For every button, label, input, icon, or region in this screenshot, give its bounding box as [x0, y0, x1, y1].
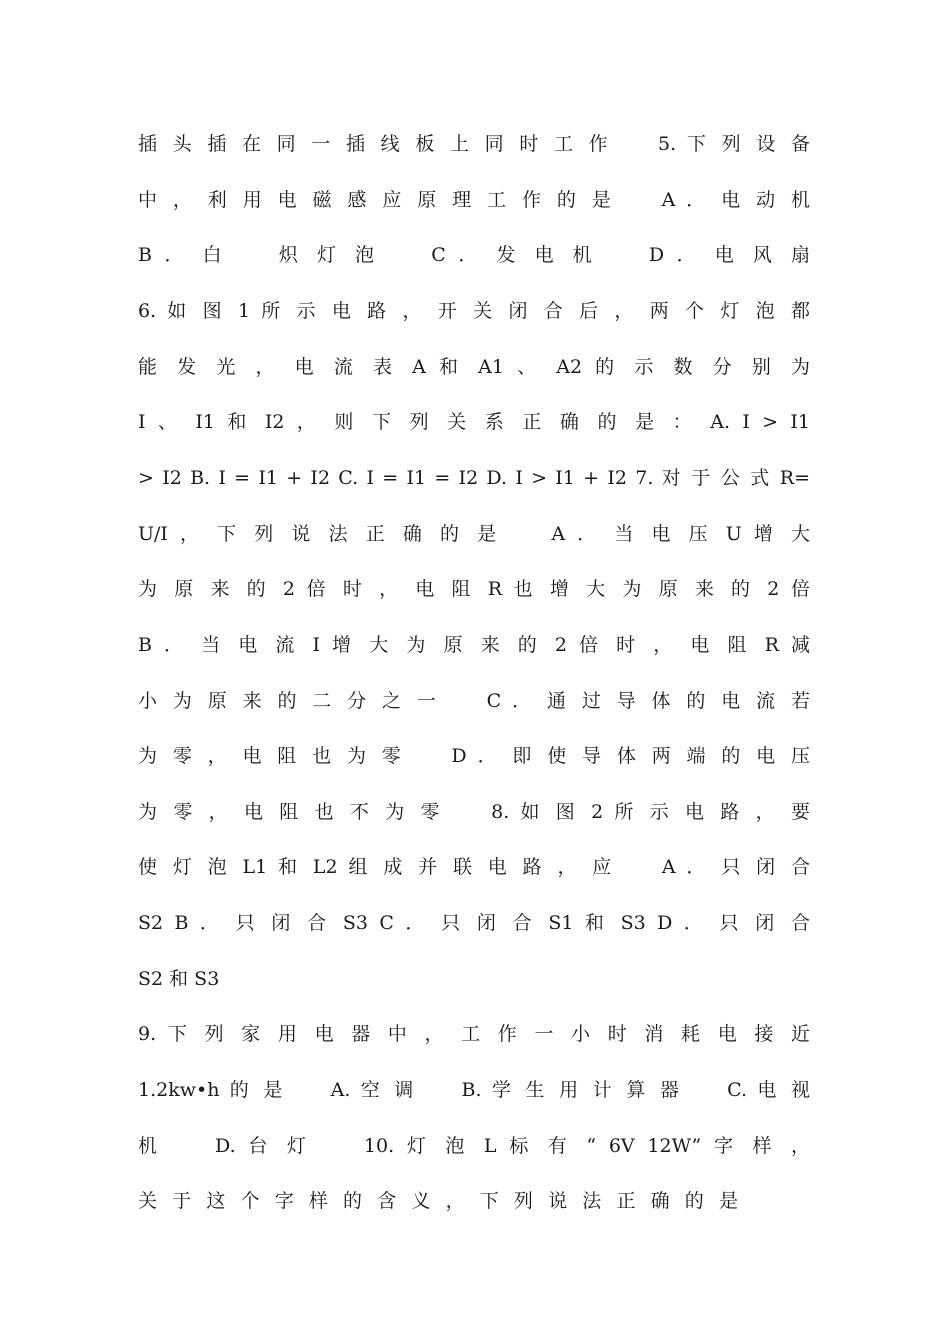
- text-line: 能 发 光 ， 电 流 表 A 和 A1 、 A2 的 示 数 分 别 为: [138, 356, 810, 378]
- text-line: B ． 当 电 流 I 增 大 为 原 来 的 2 倍 时 ， 电 阻 R 减: [138, 634, 810, 656]
- text-line: 为 零 ， 电 阻 也 为 零 D ． 即 使 导 体 两 端 的 电 压: [138, 745, 810, 767]
- text-line: 为 零 ， 电 阻 也 不 为 零 8. 如 图 2 所 示 电 路 ， 要: [138, 801, 810, 823]
- text-line: S2 和 S3: [138, 968, 220, 990]
- text-line: 9. 下 列 家 用 电 器 中 ， 工 作 一 小 时 消 耗 电 接 近: [138, 1023, 810, 1045]
- text-line: 小 为 原 来 的 二 分 之 一 C ． 通 过 导 体 的 电 流 若: [138, 690, 810, 712]
- text-line: 关 于 这 个 字 样 的 含 义 ， 下 列 说 法 正 确 的 是: [138, 1190, 738, 1212]
- text-line: 6. 如 图 1 所 示 电 路 ， 开 关 闭 合 后 ， 两 个 灯 泡 都: [138, 300, 810, 322]
- text-line: > I2 B. I = I1 + I2 C. I = I1 = I2 D. I > I1 + I2 7. 对 于 公 式 R=: [138, 467, 810, 489]
- text-line: 机 D. 台 灯 10. 灯 泡 L 标 有 “ 6V 12W” 字 样 ，: [138, 1135, 810, 1157]
- text-line: 中 ， 利 用 电 磁 感 应 原 理 工 作 的 是 A ． 电 动 机: [138, 189, 810, 211]
- text-line: B ． 白 炽 灯 泡 C ． 发 电 机 D ． 电 风 扇: [138, 244, 810, 266]
- text-line: U/I ， 下 列 说 法 正 确 的 是 A ． 当 电 压 U 增 大: [138, 523, 810, 545]
- text-line: 插 头 插 在 同 一 插 线 板 上 同 时 工 作 5. 下 列 设 备: [138, 133, 810, 155]
- text-line: 使 灯 泡 L1 和 L2 组 成 并 联 电 路 ， 应 A ． 只 闭 合: [138, 856, 810, 878]
- text-line: S2 B ． 只 闭 合 S3 C ． 只 闭 合 S1 和 S3 D ． 只 闭 合: [138, 912, 810, 934]
- text-line: 为 原 来 的 2 倍 时 ， 电 阻 R 也 增 大 为 原 来 的 2 倍: [138, 578, 810, 600]
- text-line: I 、 I1 和 I2 ， 则 下 列 关 系 正 确 的 是 ： A. I > I1: [138, 411, 810, 433]
- text-line: 1.2kw•h 的 是 A. 空 调 B. 学 生 用 计 算 器 C. 电 视: [138, 1079, 810, 1101]
